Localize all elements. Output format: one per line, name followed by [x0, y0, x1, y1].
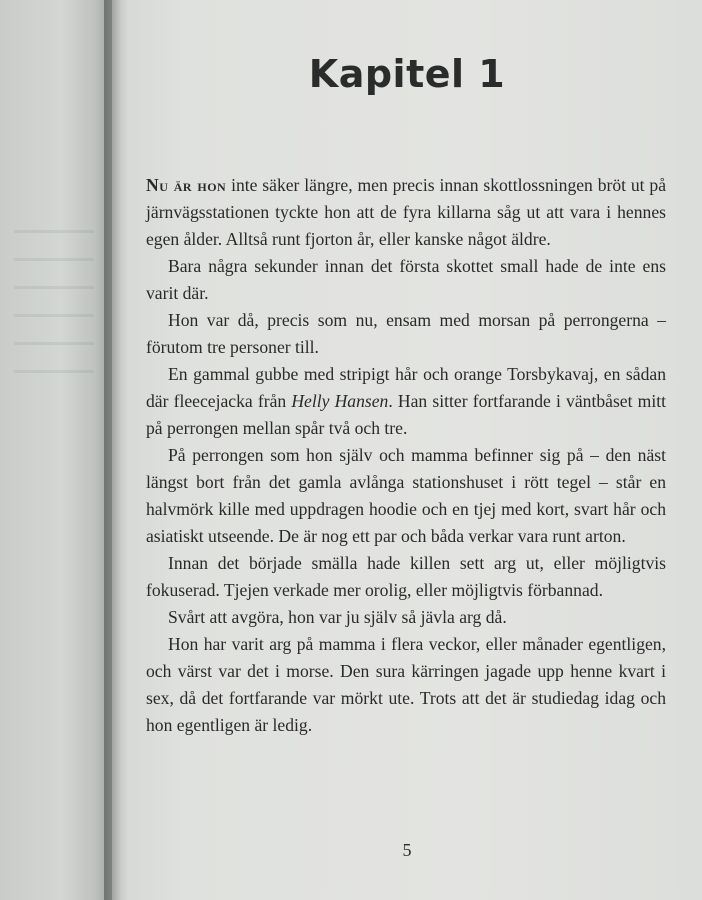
- chapter-body: [146, 172, 666, 739]
- book-page: [112, 0, 702, 900]
- paragraph-8: Hon har varit arg på mamma i flera veckor, eller månader egentligen, och värst var det i morse. Den sura kärringen jagade upp henne kvart i sex, då det fortfarande var mörkt ute. Trots att det är studiedag idag och hon egentligen är ledig.: [146, 634, 666, 735]
- paragraph-6: Innan det började smälla hade killen sett arg ut, eller möjligtvis fokuserad. Tjejen verkade mer orolig, eller möjligtvis förbannad.: [146, 553, 666, 600]
- facing-page: [0, 0, 112, 900]
- paragraph-text: En gammal gubbe med stripigt hår och orange Torsbykavaj, en sådan där fleecejacka från: [146, 364, 666, 411]
- ghost-text-line: [14, 258, 94, 261]
- paragraph-4: [146, 361, 666, 442]
- paragraph-7: Svårt att avgöra, hon var ju själv så jävla arg då.: [168, 607, 507, 627]
- ghost-text-line: [14, 342, 94, 345]
- paragraph-1: [146, 172, 666, 253]
- paragraph-text: . Han sitter fortfarande i väntbåset mitt på perrongen mellan spår två och tre.: [146, 391, 666, 438]
- paragraph-text: inte säker längre, men precis innan skottlossningen bröt ut på järnvägsstationen tyckte hon att de fyra killarna såg ut att vara i hennes egen ålder. Alltså runt fjorton år, eller kanske något äldre.: [146, 175, 667, 249]
- ghost-text-line: [14, 230, 94, 233]
- paragraph-2: Bara några sekunder innan det första skottet small hade de inte ens varit där.: [146, 256, 666, 303]
- book-gutter-shadow: [104, 0, 128, 900]
- chapter-title: Kapitel 1: [308, 52, 506, 96]
- paragraph-3: Hon var då, precis som nu, ensam med morsan på perrongerna – förutom tre personer till.: [146, 310, 666, 357]
- ghost-text-line: [14, 370, 94, 373]
- page-number: 5: [402, 840, 412, 860]
- chapter-lead-words: Nu är hon: [146, 175, 227, 195]
- ghost-text-line: [14, 286, 94, 289]
- paragraph-5: På perrongen som hon själv och mamma befinner sig på – den näst längst bort från det gamla avlånga stationshuset i rött tegel – står en halvmörk kille med uppdragen hoodie och en tjej med kort, svart hår och asiatiskt utseende. De är nog ett par och båda verkar vara runt arton.: [146, 445, 666, 546]
- brand-name: Helly Hansen: [291, 391, 389, 411]
- ghost-text-line: [14, 314, 94, 317]
